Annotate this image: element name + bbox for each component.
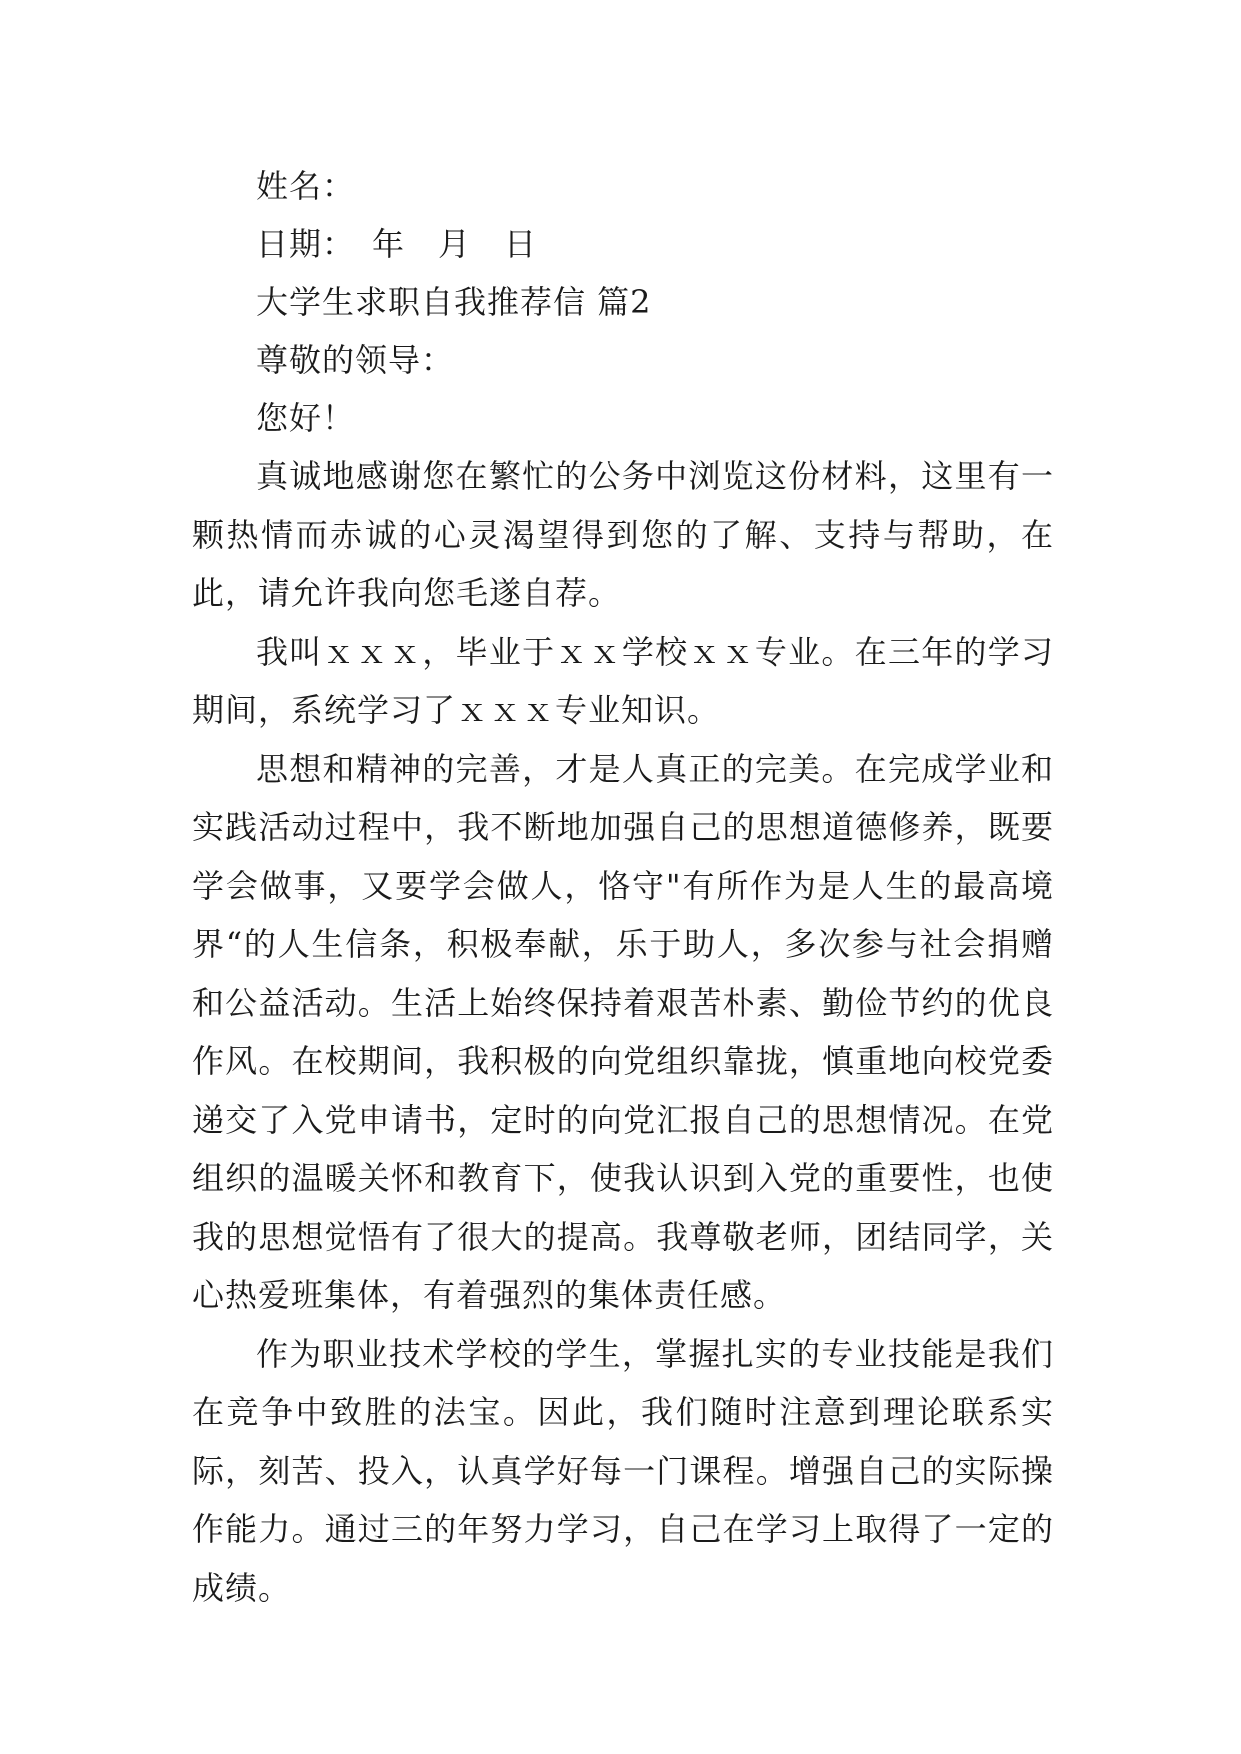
name-label: 姓名：	[256, 167, 356, 205]
salutation: 尊敬的领导：	[256, 341, 455, 379]
letter-content	[192, 157, 1054, 1617]
body-paragraph: 思想和精神的完善，才是人真正的完美。在完成学业和实践活动过程中，我不断地加强自己的思想道德修养，既要学会做事，又要学会做人，恪守"有所作为是人生的最高境界“的人生信条，积极奉献，乐于助人，多次参与社会捐赠和公益活动。生活上始终保持着艰苦朴素、勤俭节约的优良作风。在校期间，我积极的向党组织靠拢，慎重地向校党委递交了入党申请书，定时的向党汇报自己的思想情况。在党组织的温暖关怀和教育下，使我认识到入党的重要性，也使我的思想觉悟有了很大的提高。我尊敬老师，团结同学，关心热爱班集体，有着强烈的集体责任感。	[192, 749, 1054, 1314]
body-paragraph: 作为职业技术学校的学生，掌握扎实的专业技能是我们在竞争中致胜的法宝。因此，我们随时注意到理论联系实际，刻苦、投入，认真学好每一门课程。增强自己的实际操作能力。通过三的年努力学习，自己在学习上取得了一定的成绩。	[192, 1334, 1054, 1607]
date-label: 日期： 年 月 日	[256, 225, 538, 263]
body-paragraph: 我叫ｘｘｘ，毕业于ｘｘ学校ｘｘ专业。在三年的学习期间，系统学习了ｘｘｘ专业知识。	[192, 632, 1054, 729]
greeting: 您好！	[256, 399, 356, 437]
body-paragraph: 真诚地感谢您在繁忙的公务中浏览这份材料，这里有一颗热情而赤诚的心灵渴望得到您的了解、支持与帮助，在此，请允许我向您毛遂自荐。	[192, 457, 1054, 612]
letter-title: 大学生求职自我推荐信 篇2	[256, 283, 652, 321]
